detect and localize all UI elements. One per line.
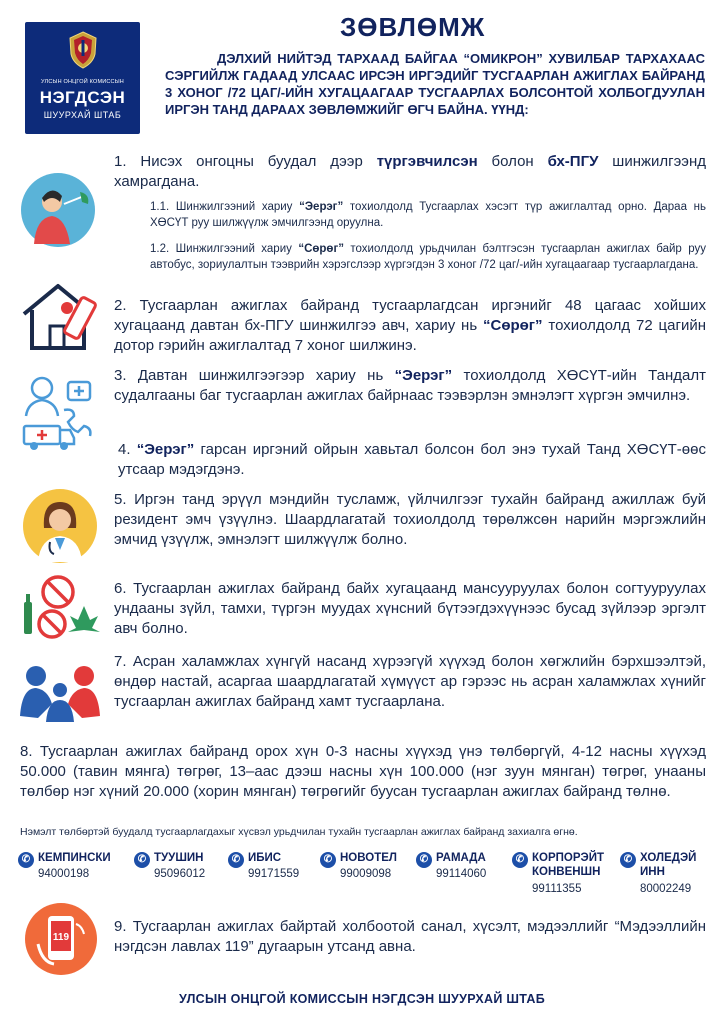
hotel-phone: 95096012: [154, 868, 206, 880]
phone-icon: ✆: [134, 852, 150, 868]
item-1-2-text-a: 1.2. Шинжилгээний хариу: [150, 243, 299, 255]
hotel-phone: 94000198: [38, 868, 90, 880]
nasal-swab-icon: [20, 172, 96, 248]
item-2: [114, 296, 706, 356]
hotel-phone: 99114060: [436, 868, 487, 880]
phone-119-icon: [24, 902, 98, 976]
item-6: 6. Тусгаарлан ажиглах байранд байх хугацаанд мансууруулах болон согтууруулах ундааны зүйл, тамхи, түргэн муудах хүнсний бүтээгдэхүүнээс бусад зүйлээр эргэлт авч болно.: [114, 580, 706, 637]
logo-line1: УЛСЫН ОНЦГОЙ КОМИССЫН: [41, 79, 124, 85]
hotel-phone: 99171559: [248, 868, 300, 880]
family-care-icon: [18, 660, 102, 724]
hotel-name-line1: КОРПОРЭЙТ: [532, 852, 604, 864]
phone-icon: ✆: [416, 852, 432, 868]
item-4: [118, 440, 706, 480]
footer: УЛСЫН ОНЦГОЙ КОМИССЫН НЭГДСЭН ШУУРХАЙ ШТАБ: [178, 992, 546, 1006]
doctor-icon: [22, 488, 98, 564]
hotel-phone: 99111355: [532, 883, 582, 895]
hotel-name-line2: КОНВЕНШН: [532, 866, 601, 878]
page-title: ЗӨВЛӨМЖ: [340, 12, 486, 42]
hotel-phone: 99009098: [340, 868, 392, 880]
item-5: 5. Иргэн танд эрүүл мэндийн тусламж, үйлчилгээг тухайн байранд ажиллаж буй резидент эмч үзүүлнэ. Шаардлагатай тохиолдолд төрөлжсөн нарийн мэргэжлийн эмчид үзүүлж, эмнэлэгт шилжүүлж болно.: [114, 491, 706, 548]
phone-icon: ✆: [228, 852, 244, 868]
item-1: [114, 152, 706, 192]
item-1-text-c: болон: [477, 153, 548, 170]
item-1-bold-d: бх-ПГУ: [547, 153, 599, 170]
item-1-1-text-c: тохиолдолд Тусгаарлах хэсэгт түр ажиглалтад орно. Дараа нь ХӨСҮТ руу шилжүүлж эмчилгээнд оруулна.: [150, 201, 707, 229]
item-2-bold: “Сөрөг”: [482, 317, 543, 334]
item-1-bold-b: түргэвчилсэн: [376, 153, 478, 170]
item-1-2: [150, 241, 706, 273]
hotel-name: НОВОТЕЛ: [340, 852, 397, 864]
extra-fee-note: Нэмэлт төлбөртэй буудалд тусгаарлагдахыг хүсвэл урьдчилан тухайн тусгаарлан ажиглах байранд захиалга өгнө.: [20, 826, 578, 838]
phone-icon: ✆: [620, 852, 636, 868]
item-4-text-c: гарсан иргэний ойрын хавьтал болсон бол энэ тухай Танд ХӨСҮТ-өөс утсаар мэдэгдэнэ.: [118, 441, 706, 478]
hotel-phone: 80002249: [640, 883, 692, 895]
item-1-1-bold: “Эерэг”: [299, 201, 344, 213]
hotel-name: ИБИС: [248, 852, 282, 864]
phone-icon: ✆: [320, 852, 336, 868]
house-test-icon: [20, 282, 102, 352]
item-2-text-c: тохиолдолд 72 цагийн дотор гэрийн ажиглалтад 7 хоног шилжинэ.: [114, 317, 706, 354]
hotel-name-line2: ИНН: [640, 866, 665, 878]
logo: [25, 22, 140, 134]
icon-119-label: 119: [52, 932, 70, 943]
hotel-name-line1: ХОЛЕДЭЙ: [640, 852, 697, 864]
item-8: 8. Тусгаарлан ажиглах байранд орох хүн 0-3 насны хүүхэд үнэ төлбөргүй, 4-12 насны хүүхэд 50.000 (тавин мянга) төгрөг, 13–аас дээш насны хүн 100.000 (нэг зуун мянган) төгрөг, унааны төлбөр нэг хүний 20.000 (хорин мянган) төгрөгийг буусан тусгаарлан ажиглах байранд төлнө.: [20, 743, 706, 800]
item-4-bold: “Эерэг”: [136, 441, 195, 458]
logo-line2: НЭГДСЭН: [39, 88, 126, 107]
item-1-2-bold: “Сөрөг”: [298, 243, 344, 255]
phone-icon: ✆: [512, 852, 528, 868]
item-3-bold: “Эерэг”: [394, 367, 453, 384]
logo-line3: ШУУРХАЙ ШТАБ: [43, 110, 122, 120]
item-3: [114, 366, 706, 406]
item-3-text-a: 3. Давтан шинжилгээгээр хариу нь: [114, 367, 395, 384]
ambulance-doctor-icon: [18, 372, 100, 454]
intro-text: ДЭЛХИЙ НИЙТЭД ТАРХААД БАЙГАА “ОМИКРОН” ХУВИЛБАР ТАРХАХААС СЭРГИЙЛЖ ГАДААД УЛСААС ИРСЭН ИРГЭДИЙГ ТУСГААРЛАН АЖИГЛАХ БАЙРАНД 3 ХОНОГ /72 ЦАГ/-ИЙН ХУГАЦААГААР ТУСГААРЛАХ БОЛСОНТОЙ ХОЛБОГДУУЛАН ИРГЭН ТАНД ДАРААХ ЗӨВЛӨМЖИЙГ ӨГЧ БАЙНА. ҮҮНД:: [165, 51, 705, 117]
item-4-text-a: 4.: [118, 441, 137, 458]
item-3-text-c: тохиолдолд ХӨСҮТ-ийн Тандалт судалгааны баг тусгаарлан ажиглах байрнаас тээвэрлэн эмнэлэгт хүргэн эмчилнэ.: [114, 367, 706, 404]
item-9: 9. Тусгаарлан ажиглах байртай холбоотой санал, хүсэлт, мэдээллийг “Мэдээллийн нэгдсэн лавлах 119” дугаарын утсанд авна.: [114, 918, 706, 955]
item-1-2-text-c: тохиолдолд урьдчилан бэлтгэсэн тусгаарлан ажиглах байр руу автобус, зориулалтын тээврийн хэрэгслээр хүргэгдэн 3 хоног /72 цаг/-ийн хугацаагаар тусгаарлагдана.: [150, 243, 707, 271]
emblem-icon: [67, 30, 99, 70]
item-2-text-a: 2. Тусгаарлан ажиглах байранд тусгаарлагдсан иргэнийг 48 цагаас хойших хугацаанд давтан бх-ПГУ шинжилгээ авч, хариу нь: [114, 297, 706, 334]
item-1-1: [150, 199, 706, 231]
item-1-text-a: 1. Нисэх онгоцны буудал дээр: [114, 153, 377, 170]
hotel-name: РАМАДА: [436, 852, 486, 864]
item-7: 7. Асран халамжлах хүнгүй насанд хүрээгүй хүүхэд болон хөгжлийн бэрхшээлтэй, өндөр настай, асаргаа шаардлагатай хүмүүст ар гэрээс нь асран халамжлах хүнийг тусгаарлан ажиглах байранд хамт тусгаарлана.: [114, 653, 706, 710]
item-1-1-text-a: 1.1. Шинжилгээний хариу: [150, 201, 300, 213]
phone-icon: ✆: [18, 852, 34, 868]
item-1-text-e: шинжилгээнд хамрагдана.: [114, 153, 706, 190]
prohibited-items-icon: [18, 572, 100, 642]
hotel-name: ТУУШИН: [154, 852, 204, 864]
hotel-name: КЕМПИНСКИ: [38, 852, 111, 864]
